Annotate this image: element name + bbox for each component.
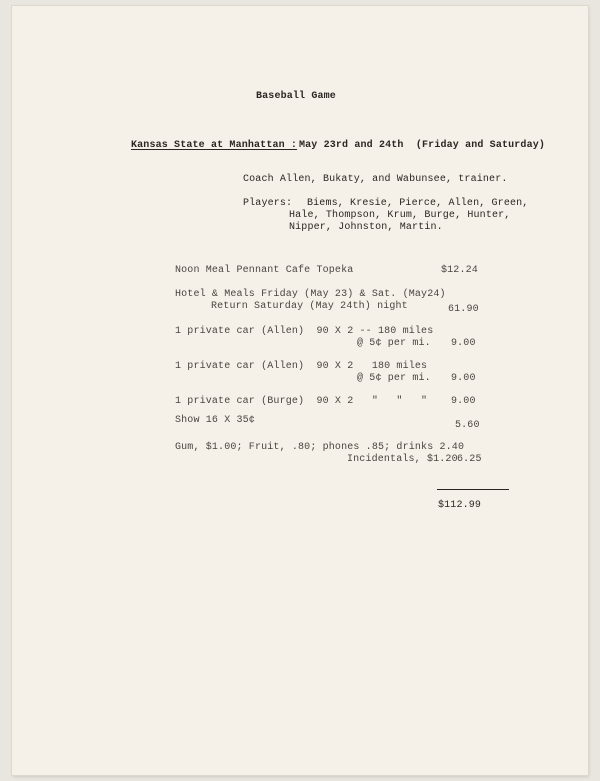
expense-amount: $12.24 <box>441 265 478 276</box>
expense-desc-continued: @ 5¢ per mi. <box>357 373 431 384</box>
expense-desc: Noon Meal Pennant Cafe Topeka <box>175 265 354 276</box>
players-label: Players: <box>243 198 293 209</box>
expense-amount: 5.60 <box>455 420 480 431</box>
expense-desc: Show 16 X 35¢ <box>175 415 255 426</box>
expense-desc-continued: Incidentals, $1.20 <box>347 454 458 465</box>
expense-desc-continued: @ 5¢ per mi. <box>357 338 431 349</box>
total-amount: $112.99 <box>438 500 482 511</box>
expense-desc: 1 private car (Allen) 90 X 2 180 miles <box>175 361 428 372</box>
event-location: Kansas State at Manhattan : <box>131 140 298 151</box>
players-line-1: Biems, Kresie, Pierce, Allen, Green, <box>307 198 529 209</box>
expense-amount: 9.00 <box>451 396 476 407</box>
staff-line: Coach Allen, Bukaty, and Wabunsee, trainer. <box>243 174 508 185</box>
expense-desc: Gum, $1.00; Fruit, .80; phones .85; drinks 2.40 <box>175 442 465 453</box>
expense-desc-continued: Return Saturday (May 24th) night <box>211 301 408 312</box>
expense-amount: 61.90 <box>448 304 479 315</box>
total-rule <box>437 489 509 490</box>
expense-amount: 9.00 <box>451 338 476 349</box>
expense-amount: 6.25 <box>457 454 482 465</box>
expense-amount: 9.00 <box>451 373 476 384</box>
players-line-2: Hale, Thompson, Krum, Burge, Hunter, <box>289 210 511 221</box>
document-title: Baseball Game <box>256 91 336 102</box>
expense-desc: 1 private car (Burge) 90 X 2 " " " <box>175 396 428 407</box>
event-dates: May 23rd and 24th (Friday and Saturday) <box>299 140 546 151</box>
expense-desc: 1 private car (Allen) 90 X 2 -- 180 miles <box>175 326 434 337</box>
players-line-3: Nipper, Johnston, Martin. <box>289 222 443 233</box>
expense-desc: Hotel & Meals Friday (May 23) & Sat. (May24) <box>175 289 446 300</box>
document-page <box>12 6 588 775</box>
